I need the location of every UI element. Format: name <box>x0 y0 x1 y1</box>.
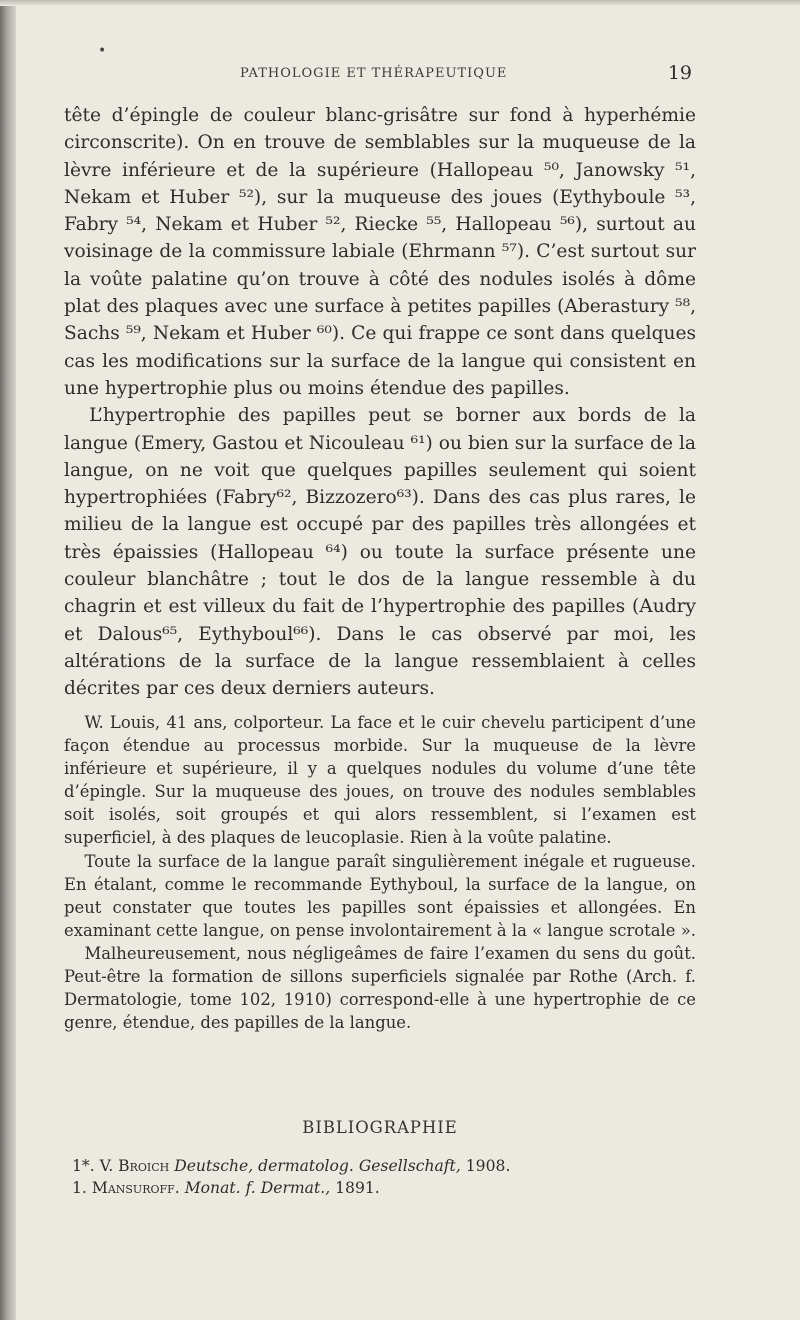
entry-year: 1891. <box>335 1179 380 1197</box>
running-head <box>64 64 696 86</box>
page-number: 19 <box>667 62 692 84</box>
binding-edge <box>0 0 16 1320</box>
main-text <box>64 102 696 703</box>
bibliography-entry <box>72 1177 672 1199</box>
bibliography-entry <box>72 1155 672 1177</box>
running-head-title: PATHOLOGIE ET THÉRAPEUTIQUE <box>240 66 508 81</box>
bibliography-list <box>72 1155 672 1199</box>
entry-number: 1. <box>72 1179 87 1197</box>
entry-title: Monat. f. Dermat., <box>184 1179 331 1197</box>
case-report <box>64 711 696 1034</box>
body-paragraph-1: tête d’épingle de couleur blanc-grisâtre sur fond à hyperhémie circonscrite). On en trouve de semblables sur la muqueuse de la lèvre inférieure et de la supérieure (Hallopeau ⁵⁰, Janowsky ⁵¹, Nekam et Huber ⁵²), sur la muqueuse des joues (Eythyboule ⁵³, Fabry ⁵⁴, Nekam et Huber ⁵², Riecke ⁵⁵, Hallopeau ⁵⁶), surtout au voisinage de la commissure labiale (Ehrmann ⁵⁷). C’est surtout sur la voûte palatine qu’on trouve à côté des nodules isolés à dôme plat des plaques avec une surface à petites papilles (Aberastury ⁵⁸, Sachs ⁵⁹, Nekam et Huber ⁶⁰). Ce qui frappe ce sont dans quelques cas les modifications sur la surface de la langue qui consistent en une hypertrophie plus ou moins étendue des papilles. <box>64 105 696 399</box>
entry-author: V. Broich <box>99 1157 170 1175</box>
margin-mark: • <box>98 43 107 59</box>
case-paragraph-2: Toute la surface de la langue paraît singulièrement inégale et rugueuse. En étalant, comme le recommande Eythyboul, la surface de la langue, on peut constater que toutes les papilles sont épaissies et allongées. En examinant cette langue, on pense involontairement à la « langue scrotale ». <box>64 851 696 940</box>
case-paragraph-1: W. Louis, 41 ans, colporteur. La face et le cuir chevelu participent d’une façon étendue au processus morbide. Sur la muqueuse de la lèvre inférieure et supérieure, il y a quelques nodules du volume d’une tête d’épingle. Sur la muqueuse des joues, on trouve des nodules semblables soit isolés, soit groupés et qui alors ressemblent, si l’examen est superficiel, à des plaques de leucoplasie. Rien à la voûte palatine. <box>64 713 696 848</box>
entry-title: Deutsche, dermatolog. Gesellschaft, <box>174 1157 461 1175</box>
entry-number: 1*. <box>72 1157 95 1175</box>
bibliography-heading: BIBLIOGRAPHIE <box>302 1118 458 1137</box>
entry-year: 1908. <box>465 1157 511 1175</box>
page-top-edge <box>0 0 800 6</box>
body-paragraph-2: L’hypertrophie des papilles peut se borner aux bords de la langue (Emery, Gastou et Nicouleau ⁶¹) ou bien sur la surface de la langue, on ne voit que quelques papilles seulement qui soient hypertrophiées (Fabry⁶², Bizzozero⁶³). Dans des cas plus rares, le milieu de la langue est occupé par des papilles très allongées et très épaissies (Hallopeau ⁶⁴) ou toute la surface présente une couleur blanchâtre ; tout le dos de la langue ressemble à du chagrin et est villeux du fait de l’hypertrophie des papilles (Audry et Dalous⁶⁵, Eythyboul⁶⁶). Dans le cas observé par moi, les altérations de la surface de la langue ressemblaient à celles décrites par ces deux derniers auteurs. <box>64 405 696 700</box>
case-paragraph-3: Malheureusement, nous négligeâmes de faire l’examen du sens du goût. Peut-être la formation de sillons superficiels signalée par Rothe (Arch. f. Dermatologie, tome 102, 1910) correspond-elle à une hypertrophie de ce genre, étendue, des papilles de la langue. <box>64 943 696 1033</box>
entry-author: Mansuroff. <box>91 1179 180 1197</box>
